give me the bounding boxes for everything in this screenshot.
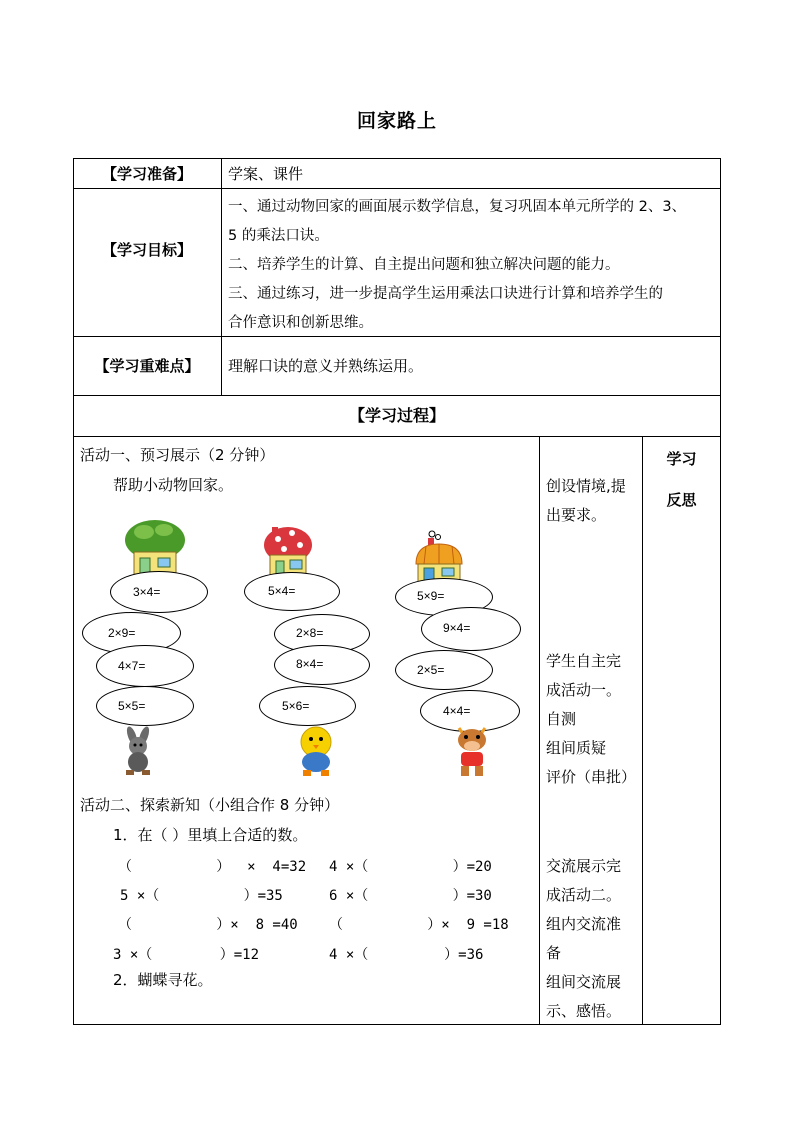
oval-label: 2×8=: [296, 626, 324, 640]
note-line: 评价（串批）: [546, 768, 637, 786]
oval-label: 4×7=: [118, 659, 146, 673]
fill-blank-row: 3 ×（ ）=12: [113, 947, 260, 963]
chick-image: [293, 722, 339, 780]
fill-blank-row: （ ） × 4=32: [118, 859, 307, 875]
key-value: 理解口诀的意义并熟练运用。: [228, 357, 424, 375]
table-divider: [73, 395, 721, 396]
goal-line: 一、通过动物回家的画面展示数学信息，复习巩固本单元所学的 2、3、: [228, 199, 687, 215]
oval-label: 5×4=: [268, 584, 296, 598]
oval-equation: [421, 607, 521, 651]
activity1-title: 活动一、预习展示（2 分钟）: [80, 446, 275, 464]
table-column-divider: [642, 436, 643, 1025]
oval-label: 8×4=: [296, 657, 324, 671]
prep-label: 【学习准备】: [101, 165, 192, 183]
table-divider: [73, 436, 721, 437]
process-label: 【学习过程】: [348, 406, 445, 425]
notes-block-3: [546, 852, 621, 1026]
activity2-title: 活动二、探索新知（小组合作 8 分钟）: [80, 796, 340, 814]
question-1: 1．在（ ）里填上合适的数。: [113, 826, 308, 844]
fill-blank-row: （ ）× 9 =18: [329, 917, 509, 933]
goal-line: 合作意识和创新思维。: [228, 315, 373, 331]
fill-blank-row: （ ）× 8 =40: [118, 917, 298, 933]
prep-value: 学案、课件: [228, 165, 304, 183]
note-line: 组间质疑: [546, 739, 607, 757]
note-line: 成活动二。: [546, 886, 622, 904]
notes-block-2: [546, 647, 636, 792]
note-line: 组内交流准: [546, 915, 622, 933]
goals-text: [228, 193, 716, 338]
orange-house-image: [412, 530, 466, 584]
goal-line: 三、通过练习，进一步提高学生运用乘法口诀进行计算和培养学生的: [228, 286, 663, 302]
table-border-right: [720, 158, 721, 1025]
oval-label: 2×9=: [108, 626, 136, 640]
note-line: 自测: [546, 710, 577, 728]
oval-label: 2×5=: [417, 663, 445, 677]
page-title: 回家路上: [356, 110, 437, 132]
table-border-left: [73, 158, 74, 1025]
goals-label: 【学习目标】: [101, 241, 192, 259]
activity1-intro: 帮助小动物回家。: [113, 476, 234, 494]
oval-label: 3×4=: [133, 585, 161, 599]
oval-label: 5×5=: [118, 699, 146, 713]
note-line: 组间交流展: [546, 973, 622, 991]
table-column-divider: [221, 158, 222, 396]
oval-label: 9×4=: [443, 621, 471, 635]
calf-image: [449, 720, 495, 780]
fill-blank-row: 5 ×（ ）=35: [120, 888, 283, 904]
key-label: 【学习重难点】: [94, 357, 200, 375]
note-line: 交流展示完: [546, 857, 622, 875]
table-border-top: [73, 158, 721, 159]
notes-block-1: [546, 472, 626, 530]
table-column-divider: [539, 436, 540, 1025]
note-line: 示、感悟。: [546, 1002, 622, 1020]
reflection-line2: 反思: [666, 491, 697, 509]
rabbit-image: [118, 726, 160, 776]
goal-line: 5 的乘法口诀。: [228, 228, 329, 244]
note-line: 创设情境,提: [546, 477, 626, 495]
note-line: 学生自主完: [546, 652, 622, 670]
fill-blank-row: 4 ×（ ）=36: [329, 947, 484, 963]
note-line: 备: [546, 944, 562, 962]
note-line: 成活动一。: [546, 681, 622, 699]
goal-line: 二、培养学生的计算、自主提出问题和独立解决问题的能力。: [228, 257, 620, 273]
table-border-bottom: [73, 1024, 721, 1025]
red-mushroom-house-image: [262, 521, 314, 577]
oval-label: 5×9=: [417, 589, 445, 603]
reflection-line1: 学习: [666, 450, 697, 468]
fill-blank-row: 6 ×（ ）=30: [329, 888, 492, 904]
question-2: 2．蝴蝶寻花。: [113, 971, 213, 989]
green-house-image: [124, 518, 186, 576]
fill-blank-row: 4 ×（ ）=20: [329, 859, 492, 875]
oval-label: 5×6=: [282, 699, 310, 713]
note-line: 出要求。: [546, 506, 607, 524]
oval-label: 4×4=: [443, 704, 471, 718]
